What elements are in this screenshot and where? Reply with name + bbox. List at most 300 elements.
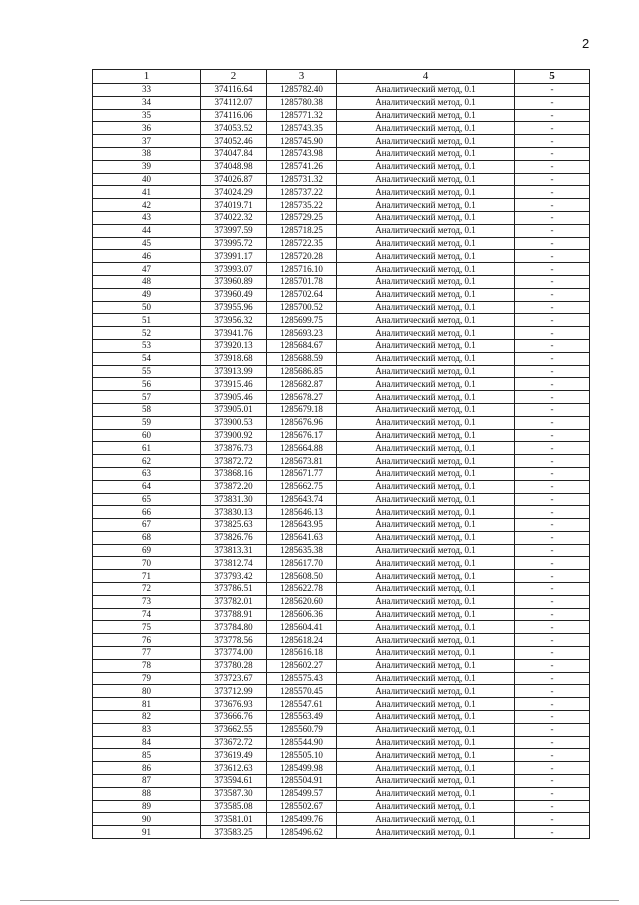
y-coordinate-cell: 1285547.61 (267, 698, 337, 711)
x-coordinate-cell: 374112.07 (201, 96, 267, 109)
note-cell: - (515, 429, 590, 442)
y-coordinate-cell: 1285676.17 (267, 429, 337, 442)
point-number-cell: 70 (93, 557, 201, 570)
point-number-cell: 42 (93, 199, 201, 212)
note-cell: - (515, 544, 590, 557)
point-number-cell: 37 (93, 135, 201, 148)
table-row (93, 224, 590, 237)
x-coordinate-cell: 373612.63 (201, 762, 267, 775)
y-coordinate-cell: 1285662.75 (267, 480, 337, 493)
x-coordinate-cell: 373900.92 (201, 429, 267, 442)
note-cell: - (515, 314, 590, 327)
x-coordinate-cell: 373900.53 (201, 416, 267, 429)
x-coordinate-cell: 374024.29 (201, 186, 267, 199)
y-coordinate-cell: 1285499.76 (267, 813, 337, 826)
y-coordinate-cell: 1285502.67 (267, 800, 337, 813)
point-number-cell: 45 (93, 237, 201, 250)
x-coordinate-cell: 373587.30 (201, 787, 267, 800)
x-coordinate-cell: 373662.55 (201, 723, 267, 736)
table-row (93, 544, 590, 557)
table-row (93, 301, 590, 314)
method-cell: Аналитический метод, 0.1 (337, 787, 515, 800)
note-cell: - (515, 762, 590, 775)
method-cell: Аналитический метод, 0.1 (337, 685, 515, 698)
table-row (93, 621, 590, 634)
method-cell: Аналитический метод, 0.1 (337, 595, 515, 608)
method-cell: Аналитический метод, 0.1 (337, 263, 515, 276)
y-coordinate-cell: 1285646.13 (267, 506, 337, 519)
x-coordinate-cell: 373995.72 (201, 237, 267, 250)
method-cell: Аналитический метод, 0.1 (337, 647, 515, 660)
note-cell: - (515, 711, 590, 724)
table-row (93, 685, 590, 698)
method-cell: Аналитический метод, 0.1 (337, 250, 515, 263)
y-coordinate-cell: 1285602.27 (267, 659, 337, 672)
method-cell: Аналитический метод, 0.1 (337, 288, 515, 301)
point-number-cell: 66 (93, 506, 201, 519)
y-coordinate-cell: 1285686.85 (267, 365, 337, 378)
point-number-cell: 38 (93, 147, 201, 160)
method-cell: Аналитический метод, 0.1 (337, 314, 515, 327)
method-cell: Аналитический метод, 0.1 (337, 480, 515, 493)
table-row (93, 711, 590, 724)
point-number-cell: 56 (93, 378, 201, 391)
table-row (93, 352, 590, 365)
y-coordinate-cell: 1285673.81 (267, 455, 337, 468)
x-coordinate-cell: 373585.08 (201, 800, 267, 813)
x-coordinate-cell: 373905.46 (201, 391, 267, 404)
x-coordinate-cell: 373960.89 (201, 275, 267, 288)
note-cell: - (515, 723, 590, 736)
note-cell: - (515, 557, 590, 570)
table-row (93, 762, 590, 775)
point-number-cell: 48 (93, 275, 201, 288)
y-coordinate-cell: 1285664.88 (267, 442, 337, 455)
x-coordinate-cell: 373955.96 (201, 301, 267, 314)
method-cell: Аналитический метод, 0.1 (337, 570, 515, 583)
x-coordinate-cell: 373872.72 (201, 455, 267, 468)
note-cell: - (515, 659, 590, 672)
note-cell: - (515, 608, 590, 621)
method-cell: Аналитический метод, 0.1 (337, 544, 515, 557)
table-row (93, 775, 590, 788)
point-number-cell: 51 (93, 314, 201, 327)
x-coordinate-cell: 373872.20 (201, 480, 267, 493)
x-coordinate-cell: 373960.49 (201, 288, 267, 301)
table-row (93, 595, 590, 608)
note-cell: - (515, 327, 590, 340)
method-cell: Аналитический метод, 0.1 (337, 199, 515, 212)
point-number-cell: 69 (93, 544, 201, 557)
point-number-cell: 74 (93, 608, 201, 621)
point-number-cell: 44 (93, 224, 201, 237)
method-cell: Аналитический метод, 0.1 (337, 775, 515, 788)
table-row (93, 160, 590, 173)
method-cell: Аналитический метод, 0.1 (337, 135, 515, 148)
x-coordinate-cell: 373786.51 (201, 583, 267, 596)
table-row (93, 199, 590, 212)
y-coordinate-cell: 1285716.10 (267, 263, 337, 276)
method-cell: Аналитический метод, 0.1 (337, 416, 515, 429)
method-cell: Аналитический метод, 0.1 (337, 467, 515, 480)
x-coordinate-cell: 373774.00 (201, 647, 267, 660)
table-row (93, 455, 590, 468)
point-number-cell: 72 (93, 583, 201, 596)
method-cell: Аналитический метод, 0.1 (337, 365, 515, 378)
table-row (93, 480, 590, 493)
table-row (93, 647, 590, 660)
table-row (93, 275, 590, 288)
note-cell: - (515, 416, 590, 429)
note-cell: - (515, 480, 590, 493)
table-row (93, 263, 590, 276)
point-number-cell: 36 (93, 122, 201, 135)
x-coordinate-cell: 373813.31 (201, 544, 267, 557)
table-row (93, 467, 590, 480)
point-number-cell: 58 (93, 403, 201, 416)
method-cell: Аналитический метод, 0.1 (337, 583, 515, 596)
table-row (93, 378, 590, 391)
note-cell: - (515, 224, 590, 237)
x-coordinate-cell: 373712.99 (201, 685, 267, 698)
point-number-cell: 49 (93, 288, 201, 301)
x-coordinate-cell: 373941.76 (201, 327, 267, 340)
x-coordinate-cell: 373594.61 (201, 775, 267, 788)
table-row (93, 608, 590, 621)
table-row (93, 186, 590, 199)
y-coordinate-cell: 1285563.49 (267, 711, 337, 724)
method-cell: Аналитический метод, 0.1 (337, 442, 515, 455)
note-cell: - (515, 749, 590, 762)
method-cell: Аналитический метод, 0.1 (337, 711, 515, 724)
y-coordinate-cell: 1285678.27 (267, 391, 337, 404)
note-cell: - (515, 365, 590, 378)
y-coordinate-cell: 1285682.87 (267, 378, 337, 391)
table-row (93, 250, 590, 263)
note-cell: - (515, 96, 590, 109)
note-cell: - (515, 672, 590, 685)
method-cell: Аналитический метод, 0.1 (337, 122, 515, 135)
x-coordinate-cell: 373812.74 (201, 557, 267, 570)
table-row (93, 531, 590, 544)
x-coordinate-cell: 374019.71 (201, 199, 267, 212)
note-cell: - (515, 493, 590, 506)
table-row (93, 672, 590, 685)
y-coordinate-cell: 1285701.78 (267, 275, 337, 288)
note-cell: - (515, 147, 590, 160)
table-row (93, 416, 590, 429)
coordinates-table (92, 69, 590, 839)
x-coordinate-cell: 373676.93 (201, 698, 267, 711)
y-coordinate-cell: 1285671.77 (267, 467, 337, 480)
method-cell: Аналитический метод, 0.1 (337, 391, 515, 404)
note-cell: - (515, 787, 590, 800)
y-coordinate-cell: 1285718.25 (267, 224, 337, 237)
note-cell: - (515, 135, 590, 148)
method-cell: Аналитический метод, 0.1 (337, 237, 515, 250)
point-number-cell: 83 (93, 723, 201, 736)
note-cell: - (515, 84, 590, 97)
table-row (93, 96, 590, 109)
method-cell: Аналитический метод, 0.1 (337, 147, 515, 160)
note-cell: - (515, 531, 590, 544)
method-cell: Аналитический метод, 0.1 (337, 301, 515, 314)
column-header-2: 2 (201, 70, 267, 84)
note-cell: - (515, 813, 590, 826)
point-number-cell: 55 (93, 365, 201, 378)
method-cell: Аналитический метод, 0.1 (337, 608, 515, 621)
table-row (93, 109, 590, 122)
y-coordinate-cell: 1285743.98 (267, 147, 337, 160)
note-cell: - (515, 583, 590, 596)
method-cell: Аналитический метод, 0.1 (337, 378, 515, 391)
point-number-cell: 87 (93, 775, 201, 788)
note-cell: - (515, 378, 590, 391)
point-number-cell: 33 (93, 84, 201, 97)
y-coordinate-cell: 1285722.35 (267, 237, 337, 250)
method-cell: Аналитический метод, 0.1 (337, 224, 515, 237)
table-row (93, 570, 590, 583)
x-coordinate-cell: 374052.46 (201, 135, 267, 148)
point-number-cell: 85 (93, 749, 201, 762)
x-coordinate-cell: 374116.64 (201, 84, 267, 97)
y-coordinate-cell: 1285735.22 (267, 199, 337, 212)
note-cell: - (515, 442, 590, 455)
table-row (93, 314, 590, 327)
method-cell: Аналитический метод, 0.1 (337, 173, 515, 186)
point-number-cell: 77 (93, 647, 201, 660)
table-row (93, 787, 590, 800)
point-number-cell: 78 (93, 659, 201, 672)
table-row (93, 211, 590, 224)
note-cell: - (515, 250, 590, 263)
y-coordinate-cell: 1285505.10 (267, 749, 337, 762)
y-coordinate-cell: 1285688.59 (267, 352, 337, 365)
point-number-cell: 89 (93, 800, 201, 813)
point-number-cell: 64 (93, 480, 201, 493)
y-coordinate-cell: 1285693.23 (267, 327, 337, 340)
x-coordinate-cell: 374048.98 (201, 160, 267, 173)
note-cell: - (515, 647, 590, 660)
column-header-4: 4 (337, 70, 515, 84)
table-row (93, 736, 590, 749)
x-coordinate-cell: 373666.76 (201, 711, 267, 724)
note-cell: - (515, 736, 590, 749)
x-coordinate-cell: 373915.46 (201, 378, 267, 391)
point-number-cell: 65 (93, 493, 201, 506)
point-number-cell: 88 (93, 787, 201, 800)
table-row (93, 493, 590, 506)
point-number-cell: 80 (93, 685, 201, 698)
point-number-cell: 79 (93, 672, 201, 685)
point-number-cell: 71 (93, 570, 201, 583)
point-number-cell: 75 (93, 621, 201, 634)
x-coordinate-cell: 373825.63 (201, 519, 267, 532)
table-row (93, 519, 590, 532)
y-coordinate-cell: 1285702.64 (267, 288, 337, 301)
table-row (93, 403, 590, 416)
method-cell: Аналитический метод, 0.1 (337, 659, 515, 672)
y-coordinate-cell: 1285741.26 (267, 160, 337, 173)
y-coordinate-cell: 1285641.63 (267, 531, 337, 544)
y-coordinate-cell: 1285618.24 (267, 634, 337, 647)
x-coordinate-cell: 374047.84 (201, 147, 267, 160)
y-coordinate-cell: 1285676.96 (267, 416, 337, 429)
point-number-cell: 82 (93, 711, 201, 724)
note-cell: - (515, 301, 590, 314)
table-row (93, 339, 590, 352)
point-number-cell: 63 (93, 467, 201, 480)
note-cell: - (515, 800, 590, 813)
y-coordinate-cell: 1285720.28 (267, 250, 337, 263)
table-header-row (93, 70, 590, 84)
note-cell: - (515, 160, 590, 173)
x-coordinate-cell: 374026.87 (201, 173, 267, 186)
y-coordinate-cell: 1285643.74 (267, 493, 337, 506)
method-cell: Аналитический метод, 0.1 (337, 109, 515, 122)
point-number-cell: 54 (93, 352, 201, 365)
method-cell: Аналитический метод, 0.1 (337, 749, 515, 762)
x-coordinate-cell: 373788.91 (201, 608, 267, 621)
point-number-cell: 46 (93, 250, 201, 263)
method-cell: Аналитический метод, 0.1 (337, 160, 515, 173)
note-cell: - (515, 467, 590, 480)
point-number-cell: 35 (93, 109, 201, 122)
table-row (93, 506, 590, 519)
y-coordinate-cell: 1285604.41 (267, 621, 337, 634)
x-coordinate-cell: 373619.49 (201, 749, 267, 762)
method-cell: Аналитический метод, 0.1 (337, 84, 515, 97)
y-coordinate-cell: 1285643.95 (267, 519, 337, 532)
note-cell: - (515, 199, 590, 212)
table-row (93, 391, 590, 404)
note-cell: - (515, 186, 590, 199)
y-coordinate-cell: 1285504.91 (267, 775, 337, 788)
note-cell: - (515, 339, 590, 352)
x-coordinate-cell: 373826.76 (201, 531, 267, 544)
y-coordinate-cell: 1285499.57 (267, 787, 337, 800)
y-coordinate-cell: 1285496.62 (267, 826, 337, 839)
y-coordinate-cell: 1285635.38 (267, 544, 337, 557)
method-cell: Аналитический метод, 0.1 (337, 493, 515, 506)
column-header-5: 5 (515, 70, 590, 84)
note-cell: - (515, 352, 590, 365)
x-coordinate-cell: 373876.73 (201, 442, 267, 455)
point-number-cell: 61 (93, 442, 201, 455)
x-coordinate-cell: 373868.16 (201, 467, 267, 480)
note-cell: - (515, 122, 590, 135)
x-coordinate-cell: 373723.67 (201, 672, 267, 685)
note-cell: - (515, 826, 590, 839)
y-coordinate-cell: 1285570.45 (267, 685, 337, 698)
column-header-3: 3 (267, 70, 337, 84)
method-cell: Аналитический метод, 0.1 (337, 327, 515, 340)
table-row (93, 659, 590, 672)
note-cell: - (515, 775, 590, 788)
y-coordinate-cell: 1285499.98 (267, 762, 337, 775)
table-row (93, 557, 590, 570)
note-cell: - (515, 698, 590, 711)
y-coordinate-cell: 1285622.78 (267, 583, 337, 596)
y-coordinate-cell: 1285782.40 (267, 84, 337, 97)
method-cell: Аналитический метод, 0.1 (337, 672, 515, 685)
table-row (93, 173, 590, 186)
method-cell: Аналитический метод, 0.1 (337, 352, 515, 365)
table-row (93, 237, 590, 250)
method-cell: Аналитический метод, 0.1 (337, 621, 515, 634)
x-coordinate-cell: 373784.80 (201, 621, 267, 634)
method-cell: Аналитический метод, 0.1 (337, 403, 515, 416)
x-coordinate-cell: 373991.17 (201, 250, 267, 263)
point-number-cell: 53 (93, 339, 201, 352)
note-cell: - (515, 595, 590, 608)
point-number-cell: 39 (93, 160, 201, 173)
point-number-cell: 47 (93, 263, 201, 276)
method-cell: Аналитический метод, 0.1 (337, 429, 515, 442)
note-cell: - (515, 506, 590, 519)
y-coordinate-cell: 1285684.67 (267, 339, 337, 352)
table-row (93, 634, 590, 647)
method-cell: Аналитический метод, 0.1 (337, 519, 515, 532)
table-row (93, 429, 590, 442)
point-number-cell: 59 (93, 416, 201, 429)
y-coordinate-cell: 1285729.25 (267, 211, 337, 224)
table-row (93, 327, 590, 340)
x-coordinate-cell: 373918.68 (201, 352, 267, 365)
method-cell: Аналитический метод, 0.1 (337, 762, 515, 775)
table-row (93, 723, 590, 736)
point-number-cell: 40 (93, 173, 201, 186)
point-number-cell: 68 (93, 531, 201, 544)
x-coordinate-cell: 373583.25 (201, 826, 267, 839)
note-cell: - (515, 403, 590, 416)
method-cell: Аналитический метод, 0.1 (337, 186, 515, 199)
point-number-cell: 41 (93, 186, 201, 199)
point-number-cell: 67 (93, 519, 201, 532)
note-cell: - (515, 391, 590, 404)
y-coordinate-cell: 1285771.32 (267, 109, 337, 122)
method-cell: Аналитический метод, 0.1 (337, 723, 515, 736)
x-coordinate-cell: 373581.01 (201, 813, 267, 826)
note-cell: - (515, 263, 590, 276)
table-row (93, 749, 590, 762)
y-coordinate-cell: 1285606.36 (267, 608, 337, 621)
table-row (93, 147, 590, 160)
point-number-cell: 43 (93, 211, 201, 224)
method-cell: Аналитический метод, 0.1 (337, 339, 515, 352)
y-coordinate-cell: 1285700.52 (267, 301, 337, 314)
x-coordinate-cell: 373956.32 (201, 314, 267, 327)
note-cell: - (515, 109, 590, 122)
y-coordinate-cell: 1285575.43 (267, 672, 337, 685)
column-header-1: 1 (93, 70, 201, 84)
point-number-cell: 50 (93, 301, 201, 314)
x-coordinate-cell: 373913.99 (201, 365, 267, 378)
y-coordinate-cell: 1285544.90 (267, 736, 337, 749)
y-coordinate-cell: 1285745.90 (267, 135, 337, 148)
note-cell: - (515, 570, 590, 583)
x-coordinate-cell: 373782.01 (201, 595, 267, 608)
y-coordinate-cell: 1285731.32 (267, 173, 337, 186)
footer-rule (20, 900, 619, 901)
table-row (93, 698, 590, 711)
note-cell: - (515, 519, 590, 532)
y-coordinate-cell: 1285679.18 (267, 403, 337, 416)
method-cell: Аналитический метод, 0.1 (337, 275, 515, 288)
point-number-cell: 62 (93, 455, 201, 468)
x-coordinate-cell: 373830.13 (201, 506, 267, 519)
x-coordinate-cell: 373905.01 (201, 403, 267, 416)
